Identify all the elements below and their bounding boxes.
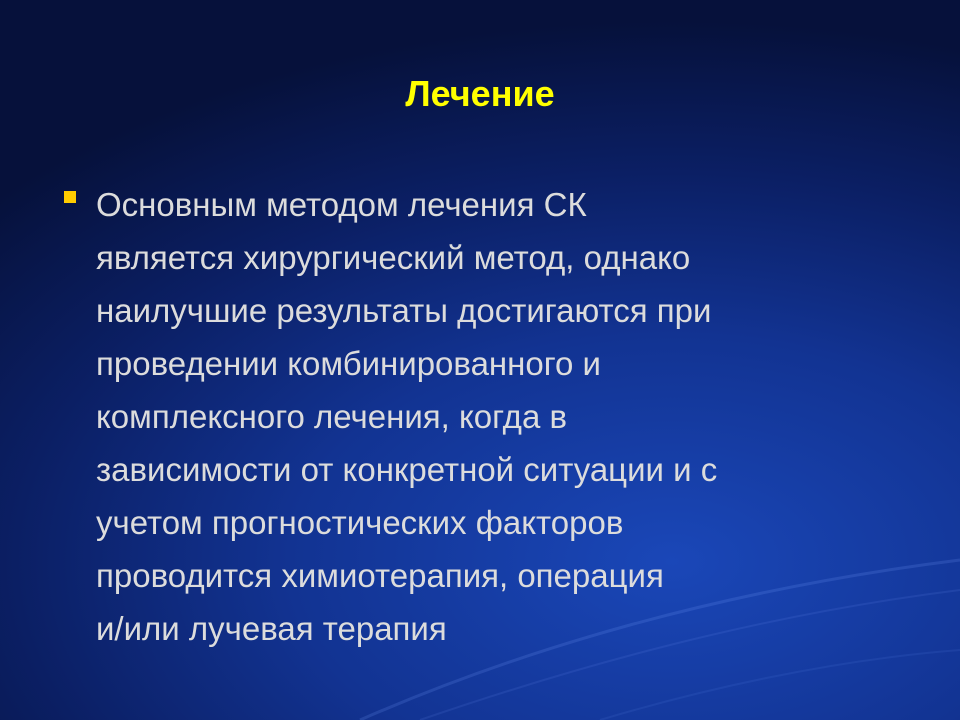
- bullet-text: Основным методом лечения СК является хирургический метод, однако наилучшие результаты достигаются при проведении комбинированного и комплексного лечения, когда в зависимости от конкретной ситуации и с учетом прогностических факторов проводится химиотерапия, операция и/или лучевая терапия: [96, 186, 718, 647]
- slide-title: Лечение: [405, 73, 555, 114]
- bullet-list: [96, 178, 916, 655]
- square-bullet-icon: [64, 191, 76, 203]
